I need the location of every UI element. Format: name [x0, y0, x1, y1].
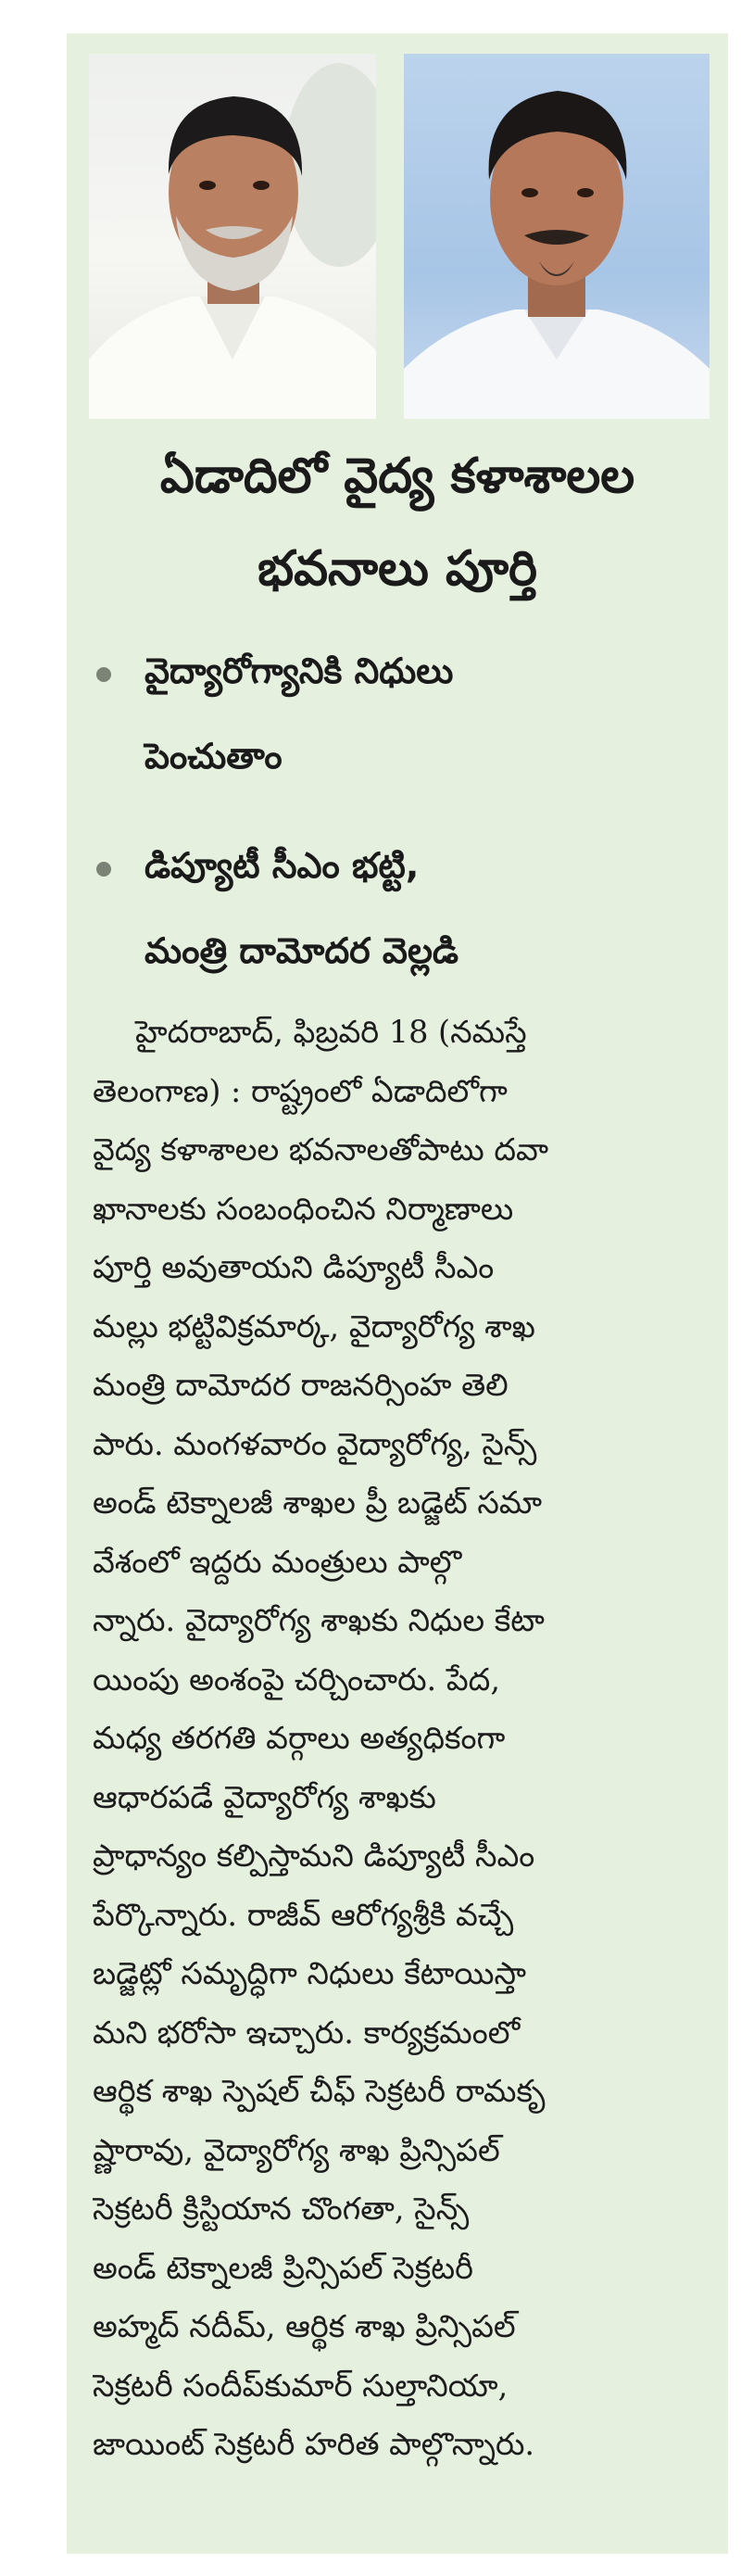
headline-line-1: ఏడాదిలో వైద్య కళాశాలల	[159, 448, 635, 504]
body-line: న్నారు. వైద్యారోగ్య శాఖకు నిధుల కేటా	[93, 1602, 545, 1638]
body-line: పారు. మంగళవారం వైద్యారోగ్య, సైన్స్	[93, 1425, 537, 1462]
body-line: బడ్జెట్లో సమృద్ధిగా నిధులు కేటాయిస్తా	[93, 1955, 527, 1991]
body-line: వేశంలో ఇద్దరు మంత్రులు పాల్గొ	[93, 1543, 462, 1580]
body-line: ష్ణారావు, వైద్యారోగ్య శాఖ ప్రిన్సిపల్	[93, 2131, 500, 2168]
body-line: సెక్రటరీ సందీప్‌కుమార్ సుల్తానియా,	[93, 2367, 509, 2404]
body-line: తెలంగాణ) : రాష్ట్రంలో ఏడాదిలోగా	[93, 1072, 508, 1109]
person-photo-left	[89, 54, 376, 419]
body-line: ఆర్థిక శాఖ స్పెషల్ చీఫ్ సెక్రటరీ రామకృ	[93, 2073, 546, 2109]
article-body	[93, 1003, 713, 2474]
headline-line-2: భవనాలు పూర్తి	[257, 541, 537, 597]
body-line: ప్రాధాన్యం కల్పిస్తామని డిప్యూటీ సీఎం	[93, 1837, 535, 1874]
bullet-dot-icon	[96, 862, 111, 877]
body-line: ఆధారపడే వైద్యారోగ్య శాఖకు	[93, 1778, 436, 1815]
body-line: మంత్రి దామోదర రాజనర్సింహ తెలి	[93, 1367, 509, 1403]
body-line: సెక్రటరీ క్రిస్టియాన చొంగతా, సైన్స్	[93, 2191, 470, 2227]
body-line: జాయింట్ సెక్రటరీ హరిత పాల్గొన్నారు.	[93, 2426, 535, 2462]
body-line: పేర్కొన్నారు. రాజీవ్ ఆరోగ్యశ్రీకి వచ్చే	[93, 1896, 514, 1933]
body-line: యింపు అంశంపై చర్చించారు. పేద,	[93, 1661, 500, 1698]
body-line: అండ్ టెక్నాలజీ ప్రిన్సిపల్ సెక్రటరీ	[93, 2249, 473, 2286]
bullet-text-line: వైద్యారోగ్యానికి నిధులు	[144, 650, 454, 691]
body-line: మల్లు భట్టివిక్రమార్క, వైద్యారోగ్య శాఖ	[93, 1307, 535, 1345]
body-line: వైద్య కళాశాలల భవనాలతోపాటు దవా	[93, 1131, 549, 1168]
person-photo-icon	[89, 54, 376, 419]
body-line: హైదరాబాద్, ఫిబ్రవరి 18 (నమస్తే	[135, 1014, 527, 1050]
body-line: మని భరోసా ఇచ్చారు. కార్యక్రమంలో	[93, 2014, 521, 2051]
bullet-text-line: పెంచుతాం	[144, 736, 283, 777]
body-line: పూర్తి అవుతాయని డిప్యూటీ సీఎం	[93, 1249, 495, 1285]
body-line: అహ్మద్ నదీమ్, ఆర్థిక శాఖ ప్రిన్సిపల్	[93, 2308, 516, 2344]
person-photo-right	[404, 54, 710, 419]
bullet-dot-icon	[96, 667, 111, 682]
body-line: మధ్య తరగతి వర్గాలు అత్యధికంగా	[93, 1720, 506, 1756]
news-article-card	[67, 33, 728, 2554]
body-line: అండ్ టెక్నాలజీ శాఖల ప్రీ బడ్జెట్ సమా	[93, 1484, 543, 1521]
body-line: ఖానాలకు సంబంధించిన నిర్మాణాలు	[93, 1190, 514, 1227]
person-photo-icon	[404, 54, 710, 419]
bullet-text-line: డిప్యూటీ సీఎం భట్టి,	[144, 845, 420, 886]
bullet-text-line: మంత్రి దామోదర వెల్లడి	[144, 930, 459, 971]
